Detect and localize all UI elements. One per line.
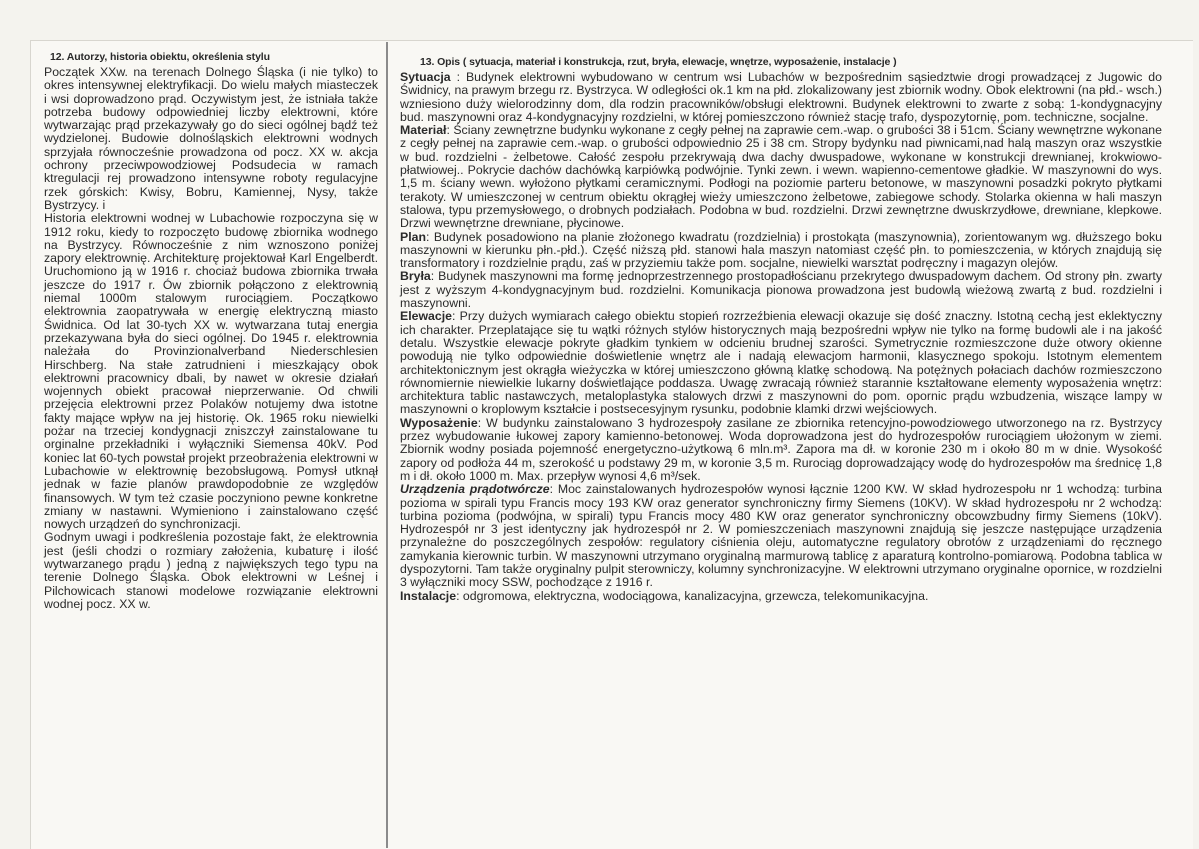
- desc-text: W budynku zainstalowano 3 hydrozespoły zasilane ze zbiornika retencyjno-powodziowego utworzonego na rz. Bystrzycy przez wybudowanie łukowej zapory kamienno-betonowej. Woda doprowadzona jest do hydrozespołów rurociągiem ułożonym w ziemi. Zbiornik wodny posiada pojemność energetyczno-użytkową 6 mln.m³. Zapora ma dł. w koronie 230 m i około 80 m w dnie. Wysokość zapory od podłoża 44 m, szerokość u podstawy 29 m, w koronie 3,5 m. Rurociąg doprowadzający wodę do hydrozespołów ma średnicę 1,8 m i dł. około 1000 m. Max. przepływ wynosi 4,6 m³/sek.: [400, 415, 1162, 483]
- desc-sep: :: [549, 482, 558, 497]
- section-13-heading: 13. Opis ( sytuacja, materiał i konstrukcja, rzut, bryła, elewacje, wnętrze, wyposażenie, instalacje ): [420, 56, 897, 68]
- desc-text: Ściany zewnętrzne budynku wykonane z cegły pełnej na zaprawie cem.-wap. o grubości 38 i 51cm. Ściany wewnętrzne wykonane z cegły pełnej na zaprawie cem.-wap. o grubości odpowiednio 25 i 38 cm. Stropy bydynku nad piwnicami,nad halą maszyn oraz wszystkie w bud. rozdzielni - żelbetowe. Całość zespołu przekrywają dwa dachy dwuspadowe, wykonane w konstrukcji drewnianej, krokwiowo-płatwiowej.. Pokrycie dachów dachówką karpiówką podwójnie. Tynki zewn. i wewn. wapienno-cementowe gładkie. W maszynowni do wys. 1,5 m. ściany wewn. wyłożono płytkami ceramicznymi. Podłogi na poziomie parteru betonowe, w maszynowni posadzki pokryto płytkami terakoty. W umieszczonej w centrum obiektu okrągłej wieży umieszczono żelbetowe, zabiegowe schody. Stolarka okienna w hali maszyn stalowa, typu przemysłowego, o drobnych podziałach. Podobna w bud. rozdzielni. Drzwi zewnętrzne dwuskrzydłowe, drewniane, klepkowe. Drzwi wewnętrzne drewniane, płycinowe.: [400, 123, 1162, 231]
- desc-text: Przy dużych wymiarach całego obiektu stopień rozrzeźbienia elewacji okazuje się dość znaczny. Istotną cechą jest eklektyczny ich charakter. Przeplatające się tu wątki różnych stylów historycznych mają bezpośredni wpływ nie tylko na formę budowli ale i na jakość detalu. Wszystkie elewacje pokryte gładkim tynkiem w odcieniu brudnej szarości. Symetrycznie rozmieszczone duże otwory okienne powodują nie tylko odpowiednie doświetlenie wnętrz ale i nadają elewacjom harmonii, klasycznego spokoju. Istotnym elementem architektonicznym jest okrągła wieżyczka w której umieszczono główną klatkę schodową. Na potężnych połaciach dachów rozmieszczono równomiernie niewielkie lukarny doświetlające poddasza. Uwagę zwracają również starannie kształtowane elementy wyposażenia wnętrz: architektura tablic nastawczych, metaloplastyka stalowych drzwi z maszynowni do pom. opornic prądu wzbudzenia, wiszące lampy w maszynowni o kroplowym kształcie i postsecesyjnym rysunku, podobnie klamki drzwi wejściowych.: [400, 309, 1162, 417]
- desc-label: Materiał: [400, 123, 447, 138]
- history-paragraph-2: Historia elektrowni wodnej w Lubachowie rozpoczyna się w 1912 roku, kiedy to rozpoczęto budowę zbiornika wodnego na Bystrzycy. Równocześnie z nim wznoszono poniżej zapory elektrownię. Architekturę projektował Karl Engelberdt. Uruchomiono ją w 1916 r. chociaż budowa zbiornika trwała jeszcze do 1917 r. Ów zbiornik połączono z elektrownią niemal 1000m stalowym rurociągiem. Początkowo elektrownia zaopatrywała w energię elektryczną miasto Świdnica. Od lat 30-tych XX w. wytwarzana tutaj energia przekazywana była do sieci ogólnej. Do 1945 r. elektrownia należała do Provinzionalverband Niederschlesien Hirschberg. Na stałe zatrudnieni i mieszkający obok elektrowni pracownicy dbali, by nawet w okresie działań wojennych obiekt pracował nieprzerwanie. Od chwili przejęcia elektrowni przez Polaków notujemy dwa istotne fakty mające wpływ na jej historię. Ok. 1965 roku niewielki pożar na trzeciej kondygnacji zniszczył zainstalowane tu orginalne przekładniki i wyłączniki Siemensa 40kV. Pod koniec lat 60-tych powstał projekt przeobrażenia elektrowni w Lubachowie w elektrownię bezobsługową. Pomysł utknął jednak w fazie planów prawdopodobnie ze względów finansowych. W tym też czasie poczyniono pewne konkretne zmiany w nastawni. Wymieniono i zainstalowano część nowych urządzeń do synchronizacji.: [44, 211, 378, 532]
- desc-label: Elewacje: [400, 309, 452, 324]
- desc-instalacje: [400, 590, 1162, 603]
- desc-text: Budynek maszynowni ma formę jednoprzestrzennego prostopadłościanu przekrytego dwuspadowym dachem. Od strony płn. zwarty jest z wyższym 4-kondygnacyjnym bud. rozdzielni. Komunikacja pionowa prowadzona jest budowlą wieżową zwartą z bud. rozdzielni i maszynowni.: [400, 269, 1162, 311]
- desc-plan: [400, 231, 1162, 271]
- desc-text: Budynek posadowiono na planie złożonego kwadratu (rozdzielnia) i prostokąta (maszynownia), zorientowanym wg. dłuższego boku maszynowni w kierunku płn.-płd.). Część niższą płd. stanowi hala maszyn natomiast część płn. to pomieszczenia, w których znajdują się transformatory i rozdzielnie prądu, zaś w przyziemiu także pom. socjalne, niewielki warsztat podręczny i magazyn olejów.: [400, 229, 1162, 271]
- history-paragraph-1: Początek XXw. na terenach Dolnego Śląska (i nie tylko) to okres intensywnej elektryfikacji. Do wielu małych miasteczek i wsi doprowadzono prąd. Oczywistym jest, że istniała także potrzeba budowy odpowiedniej liczby elektrowni, które wytwarzając prąd przekazywały go do sieci ogólnej bądź też wydzielonej. Budowie dolnośląskich elektrowni wodnych sprzyjała równocześnie prowadzona od pocz. XX w. akcja ochrony przeciwpowodziowej Podsudecia w ramach ktregulacji rej prowadzono intensywne roboty regulacyjne rzek górskich: Kwisy, Bobru, Kamiennej, Nysy, także Bystrzycy. i: [44, 65, 378, 212]
- desc-urzadzenia: [400, 483, 1162, 589]
- desc-material: [400, 124, 1162, 230]
- desc-sep: :: [456, 588, 463, 603]
- desc-text: Moc zainstalowanych hydrozespołów wynosi łącznie 1200 KW. W skład hydrozespołu nr 1 wchodzą: turbina pozioma w spirali typu Francis mocy 193 KW oraz generator synchroniczny firmy Siemens (10KV). W skład hydrozespołu nr 2 wchodzą: turbina pozioma (podwójna, w spirali) typu Francis mocy 480 KW oraz generator synchroniczny obcowzbudny firmy Siemens (10kV). Hydrozespół nr 3 jest identyczny jak hydrozespół nr 2. W pomieszczeniach maszynowni znajdują się jeszcze następujące urządzenia przynależne do poszczególnych zespołów: regulatory ciśnienia oleju, automatyczne regulatory obrotów z urządzeniami do ręcznego zamykania kierownic turbin. W maszynowni utrzymano oryginalną marmurową tablicę z aparaturą kontrolno-pomiarową. Podobna tablica w dyspozytorni. Tam także oryginalny pulpit sterowniczy, kolumny synchronizacyjne. W elektrowni utrzymano oryginalne opornice, w rozdzielni 3 wyłączniki mocy SSW, pochodzące z 1916 r.: [400, 482, 1162, 590]
- desc-label: Plan: [400, 229, 426, 244]
- desc-label: Wyposażenie: [400, 415, 478, 430]
- desc-label: Bryła: [400, 269, 431, 284]
- desc-text: odgromowa, elektryczna, wodociągowa, kanalizacyjna, grzewcza, telekomunikacyjna.: [462, 588, 929, 603]
- desc-bryla: [400, 270, 1162, 310]
- desc-label: Instalacje: [400, 588, 457, 603]
- column-divider: [386, 42, 388, 848]
- desc-sep: :: [446, 123, 454, 138]
- desc-sep: :: [450, 70, 466, 84]
- desc-sep: :: [425, 229, 434, 244]
- desc-text: Budynek elektrowni wybudowano w centrum wsi Lubachów w bezpośrednim sąsiedztwie drogi prowadzącej z Jugowic do Świdnicy, na prawym brzegu rz. Bystrzyca. W odległości ok.1 km na płd. zlokalizowany jest zbiornik wodny. Obok elektrowni (na płd.- wsch.) wzniesiono duży wielorodzinny dom, dla rodzin pracowników/obsługi elektrowni. Budynek elektrowni to zwarte z sobą: 1-kondygnacyjny bud. maszynowni oraz 4-kondygnacyjny rozdzielni, w której pomieszczono również stację trafo, dyspozytornię, pom. techniczne, socjalne.: [400, 70, 1162, 124]
- right-column: [400, 56, 1162, 603]
- desc-label: Sytuacja: [400, 70, 451, 84]
- desc-wyposazenie: [400, 417, 1162, 483]
- section-12-heading: 12. Autorzy, historia obiektu, określenia stylu: [50, 51, 270, 63]
- history-paragraph-3: Godnym uwagi i podkreślenia pozostaje fakt, że elektrownia jest (jeśli chodzi o rozmiary założenia, kubaturę i ilość wytwarzanego prądu ) jedną z największych tego typu na terenie Dolnego Śląska. Obok elektrowni w Leśnej i Pilchowicach stanowi modelowe rozwiązanie elektrowni wodnej pocz. XX w.: [44, 530, 378, 611]
- desc-sytuacja: [400, 71, 1162, 124]
- desc-elewacje: [400, 310, 1162, 416]
- left-column: [44, 51, 378, 611]
- desc-label: Urządzenia prądotwórcze: [400, 482, 550, 497]
- desc-sep: :: [477, 415, 487, 430]
- desc-sep: :: [430, 269, 439, 284]
- desc-sep: :: [451, 309, 460, 324]
